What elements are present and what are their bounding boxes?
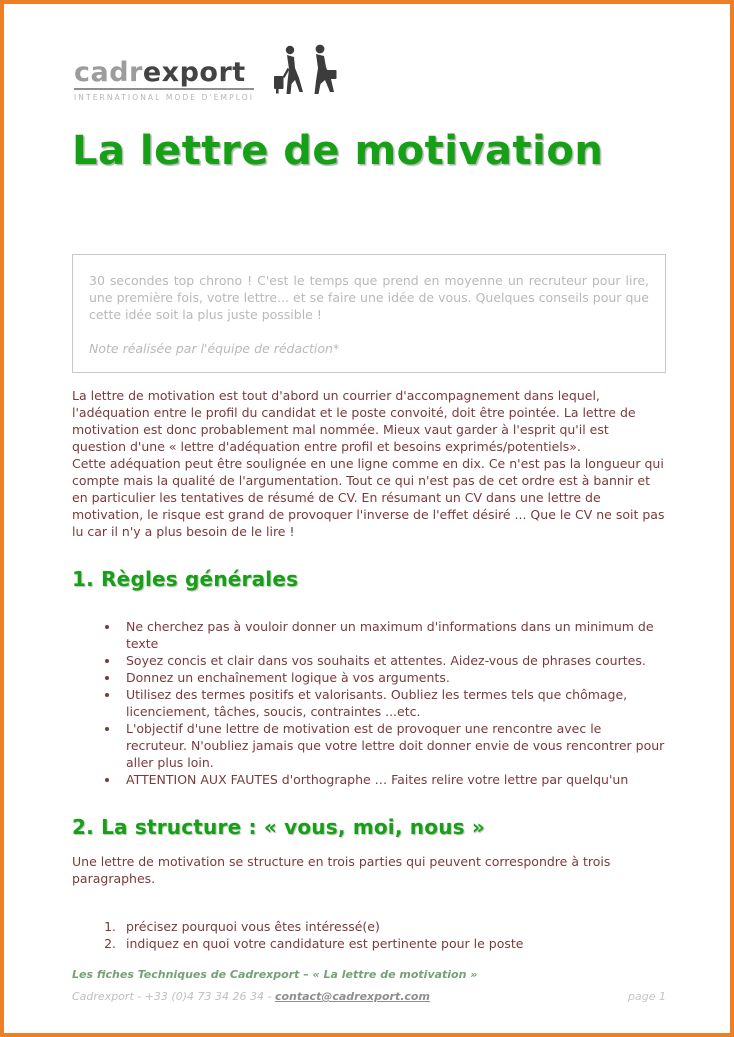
- business-travelers-icon: [268, 44, 340, 100]
- structure-item: 2. indiquez en quoi votre candidature est pertinente pour le poste: [120, 935, 666, 952]
- intro-box-text: 30 secondes top chrono ! C'est le temps que prend en moyenne un recruteur pour lire, une première fois, votre lettre... et se faire une idée de vous. Quelques conseils pour que cette idée soit la plus juste possible !: [89, 273, 649, 322]
- footer-contact-text: [72, 990, 430, 1003]
- intro-box: [72, 254, 666, 373]
- intro-box-note: Note réalisée par l'équipe de rédaction*: [89, 341, 340, 356]
- rules-item: • Utilisez des termes positifs et valorisants. Oubliez les termes tels que chômage, licenciement, tâches, soucis, contraintes ...etc.: [120, 686, 666, 720]
- footer-title: Les fiches Techniques de Cadrexport – « La lettre de motivation »: [72, 968, 478, 981]
- rules-list: [72, 618, 666, 788]
- logo-wordmark: [74, 56, 255, 102]
- body-text: [72, 387, 666, 540]
- section-1-heading: 1. Règles générales: [72, 567, 299, 591]
- structure-list: [72, 918, 666, 952]
- page-footer: [4, 968, 730, 1033]
- rules-item: • Soyez concis et clair dans vos souhaits et attentes. Aidez-vous de phrases courtes.: [120, 652, 666, 669]
- email-link[interactable]: contact@cadrexport.com: [274, 990, 430, 1003]
- logo-tagline: INTERNATIONAL MODE D'EMPLOI: [74, 93, 255, 102]
- cadrexport-logo: [74, 44, 666, 102]
- section-2-heading: 2. La structure : « vous, moi, nous »: [72, 815, 486, 839]
- rules-item: • Ne cherchez pas à vouloir donner un maximum d'informations dans un minimum de texte: [120, 618, 666, 652]
- body-paragraph-1: La lettre de motivation est tout d'abord un courrier d'accompagnement dans lequel, l'adéquation entre le profil du candidat et le poste convoité, doit être pointée. La lettre de motivation est donc probablement mal nommée. Mieux vaut garder à l'esprit qu'il est question d'une « lettre d'adéquation entre profil et besoins exprimés/potentiels».: [72, 388, 636, 454]
- page-content: [4, 4, 730, 968]
- rules-item: • L'objectif d'une lettre de motivation est de provoquer une rencontre avec le recruteur. N'oubliez jamais que votre lettre doit donner envie de vous rencontrer pour aller plus loin.: [120, 720, 666, 771]
- logo-brand-text: [74, 56, 254, 90]
- page-title: La lettre de motivation: [72, 128, 604, 174]
- logo-brand-light: cadr: [74, 56, 143, 88]
- structure-item: 1. précisez pourquoi vous êtes intéressé(e): [120, 918, 666, 935]
- page-number: page 1: [628, 990, 666, 1003]
- logo-brand-bold: export: [142, 56, 246, 88]
- body-paragraph-2: Cette adéquation peut être soulignée en une ligne comme en dix. Ce n'est pas la longueur qui compte mais la qualité de l'argumentation. Tout ce qui n'est pas de cet ordre est à bannir et en particulier les tentatives de résumé de CV. En résumant un CV dans une lettre de motivation, le risque est grand de provoquer l'inverse de l'effet désiré ... Que le CV ne soit pas lu car il n'y a plus besoin de le lire !: [72, 456, 665, 539]
- structure-intro: Une lettre de motivation se structure en trois parties qui peuvent correspondre à trois paragraphes.: [72, 854, 611, 886]
- footer-contact-prefix: Cadrexport - +33 (0)4 73 34 26 34 -: [72, 990, 275, 1003]
- rules-item: • Donnez un enchaînement logique à vos arguments.: [120, 669, 666, 686]
- rules-item: • ATTENTION AUX FAUTES d'orthographe … Faites relire votre lettre par quelqu'un: [120, 771, 666, 788]
- footer-contact-line: [72, 990, 666, 1003]
